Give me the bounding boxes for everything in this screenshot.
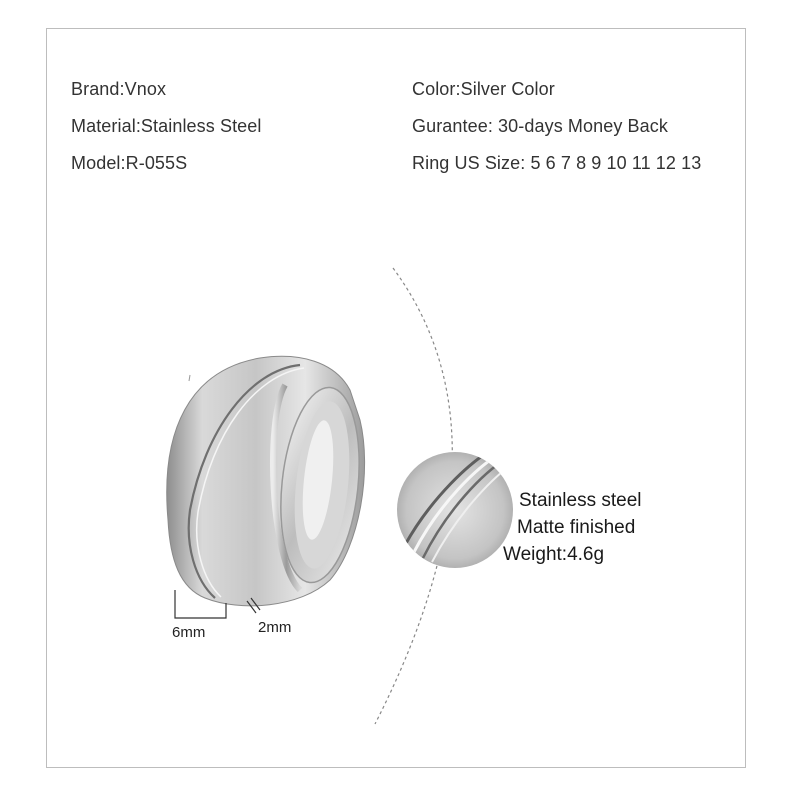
guarantee-spec: Gurantee: 30-days Money Back — [412, 116, 668, 136]
material-spec: Material:Stainless Steel — [71, 116, 262, 136]
color-spec: Color:Silver Color — [412, 79, 555, 99]
material-detail: Stainless steel — [519, 490, 642, 511]
ring-image — [167, 356, 368, 606]
finish-detail: Matte finished — [517, 517, 636, 538]
weight-detail: Weight:4.6g — [503, 544, 605, 565]
model-spec: Model:R-055S — [71, 153, 188, 173]
ring-size-spec: Ring US Size: 5 6 7 8 9 10 11 12 13 — [412, 153, 702, 173]
closeup-image — [397, 445, 518, 568]
thickness-label: 2mm — [258, 619, 292, 636]
brand-spec: Brand:Vnox — [71, 79, 167, 99]
width-label: 6mm — [172, 624, 206, 641]
